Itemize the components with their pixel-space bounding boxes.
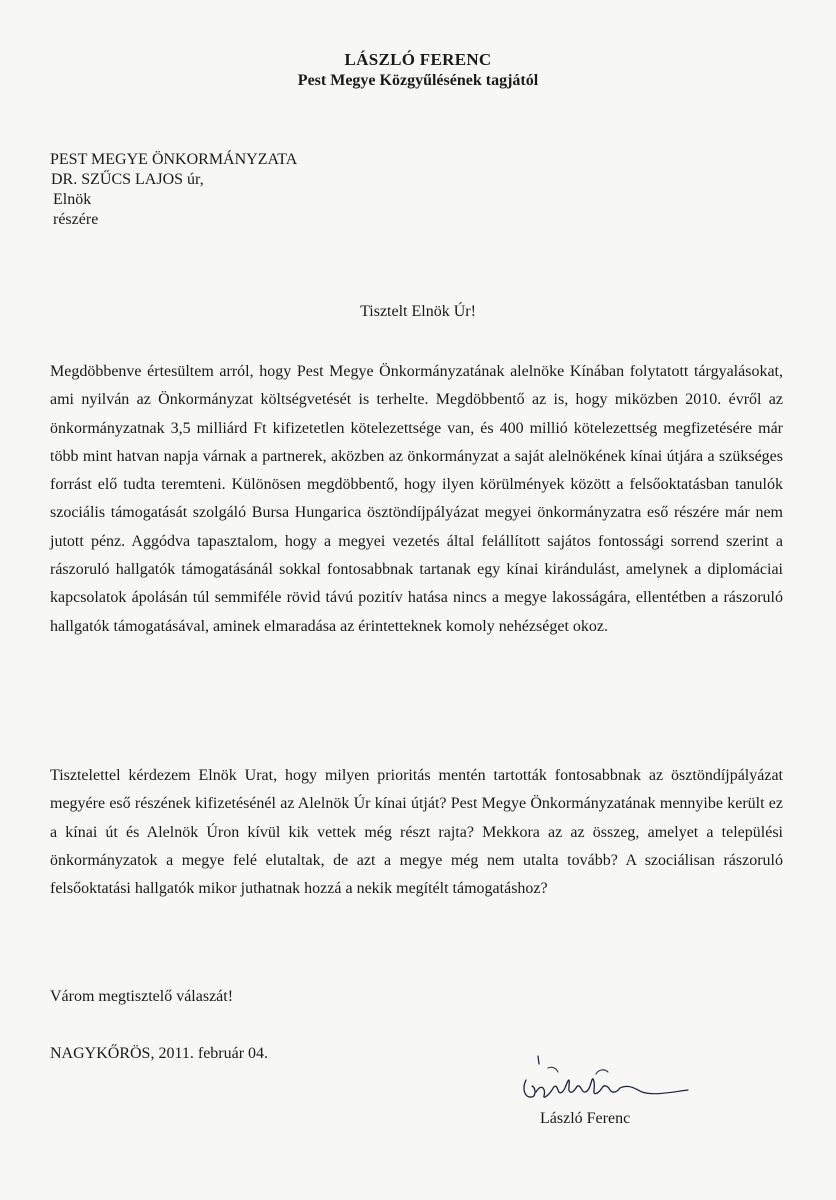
sender-name: LÁSZLÓ FERENC [344,50,492,69]
salutation: Tisztelt Elnök Úr! [360,303,476,320]
sender-subtitle: Pest Megye Közgyűlésének tagjától [297,72,539,89]
body-paragraph-1: Megdöbbenve értesültem arról, hogy Pest Megye Önkormányzatának alelnöke Kínában folytatott tárgyalásokat, ami nyilván az Önkormányzat költségvetését is terhelte. Megdöbbentő az is, hogy miközben 2010. évről az önkormányzatnak 3,5 milliárd Ft kifizetetlen kötelezettsége van, és 400 millió kötelezettség megfizetésére már több mint hatvan napja várnak a partnerek, aközben az önkormányzat a saját alelnökének kínai útjára a szükséges forrást elő tudta teremteni. Különösen megdöbbentő, hogy ilyen körülmények között a felsőoktatásban tanulók szociális támogatását szolgáló Bursa Hungarica ösztöndíjpályázat megyei önkormányzatra eső részére már nem jutott pénz. Aggódva tapasztalom, hogy a megyei vezetés által felállított sajátos fontossági sorrend szerint a rászoruló hallgatók támogatásánál sokkal fontosabbnak tartanak egy kínai kirándulást, amelynek a diplomáciai kapcsolatok ápolásán túl semmiféle rövid távú pozitív hatása nincs a megye lakosságára, ellentétben a rászoruló hallgatók támogatásával, aminek elmaradása az érintetteknek komoly nehézséget okoz. [50,363,783,635]
recipient-role: Elnök [53,191,92,208]
signer-name: László Ferenc [540,1110,631,1127]
body-paragraph-2: Tisztelettel kérdezem Elnök Urat, hogy milyen prioritás mentén tartották fontosabbnak az ösztöndíjpályázat megyére eső részének kifizetésénél az Alelnök Úr kínai útját? Pest Megye Önkormányzatának mennyibe került ez a kínai út és Alelnök Úron kívül kik vettek még részt rajta? Mekkora az az összeg, amelyet a települési önkormányzatok a megye felé elutaltak, de azt a megye még nem utalta tovább? A szociálisan rászoruló felsőoktatási hallgatók mikor juthatnak hozzá a nekik megítélt támogatáshoz? [50,767,783,898]
recipient-person: DR. SZŰCS LAJOS úr, [51,171,204,188]
recipient-attention: részére [53,211,99,228]
letter-header [0,50,836,91]
place-and-date: NAGYKŐRÖS, 2011. február 04. [50,1045,269,1062]
recipient-organization: PEST MEGYE ÖNKORMÁNYZATA [50,151,298,168]
recipient-block [50,150,297,230]
handwritten-signature [512,1052,702,1112]
closing-line: Várom megtisztelő válaszát! [50,988,234,1005]
